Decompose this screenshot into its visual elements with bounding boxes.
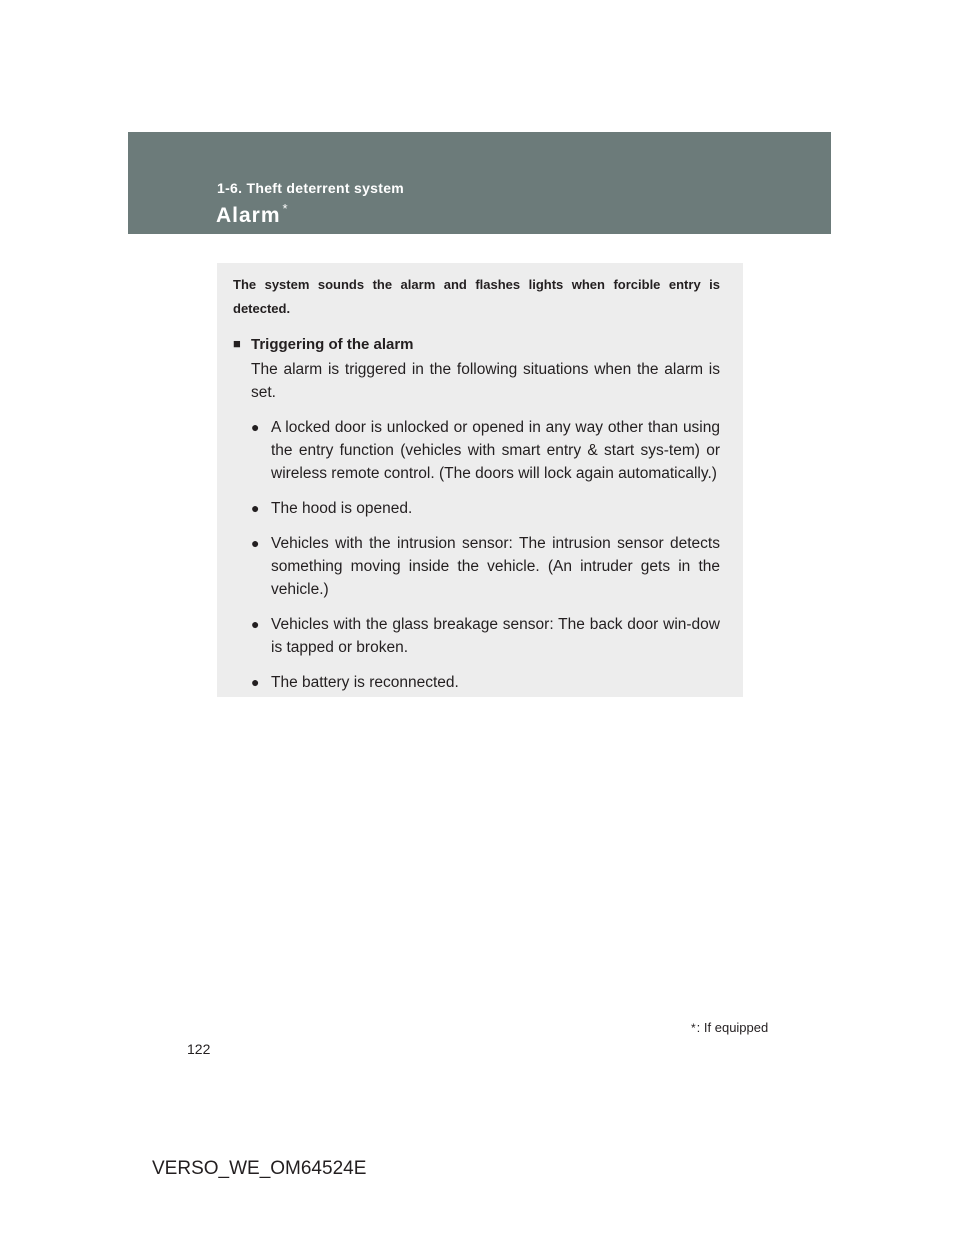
header-bar <box>128 132 831 234</box>
list-item <box>251 497 720 520</box>
black-circle-icon: ● <box>251 419 260 435</box>
bullet-list <box>233 416 720 694</box>
black-circle-icon: ● <box>251 674 260 690</box>
list-item <box>251 416 720 485</box>
black-square-icon: ■ <box>233 336 241 351</box>
if-equipped-mark: * <box>282 201 289 216</box>
subheading <box>233 333 720 356</box>
list-item-text: Vehicles with the glass breakage sensor: The back door win-dow is tapped or broken. <box>271 616 720 656</box>
lead-text: The alarm is triggered in the following situations when the alarm is set. <box>251 361 720 401</box>
list-item-text: Vehicles with the intrusion sensor: The intrusion sensor detects something moving inside the vehicle. (An intruder gets in the vehicle.) <box>271 535 720 598</box>
subheading-text: Triggering of the alarm <box>251 336 414 353</box>
footnote <box>691 1020 768 1035</box>
page-number: 122 <box>187 1041 211 1057</box>
black-circle-icon: ● <box>251 616 260 632</box>
footnote-mark: * <box>691 1021 696 1035</box>
list-item <box>251 613 720 659</box>
intro-text: The system sounds the alarm and flashes lights when forcible entry is detected. <box>233 277 720 316</box>
page-title-text: Alarm <box>216 204 281 227</box>
document-code: VERSO_WE_OM64524E <box>152 1158 367 1179</box>
section-label: 1-6. Theft deterrent system <box>217 180 405 196</box>
list-item <box>251 671 720 694</box>
list-item-text: A locked door is unlocked or opened in any way other than using the entry function (vehicles with smart entry & start sys-tem) or wireless remote control. (The doors will lock again automatically.) <box>271 419 720 482</box>
black-circle-icon: ● <box>251 500 260 516</box>
black-circle-icon: ● <box>251 535 260 551</box>
list-item-text: The battery is reconnected. <box>271 674 459 691</box>
footnote-text: : If equipped <box>696 1020 769 1035</box>
list-item-text: The hood is opened. <box>271 500 413 517</box>
list-item <box>251 532 720 601</box>
content-box <box>217 263 743 697</box>
page-title <box>216 201 289 228</box>
